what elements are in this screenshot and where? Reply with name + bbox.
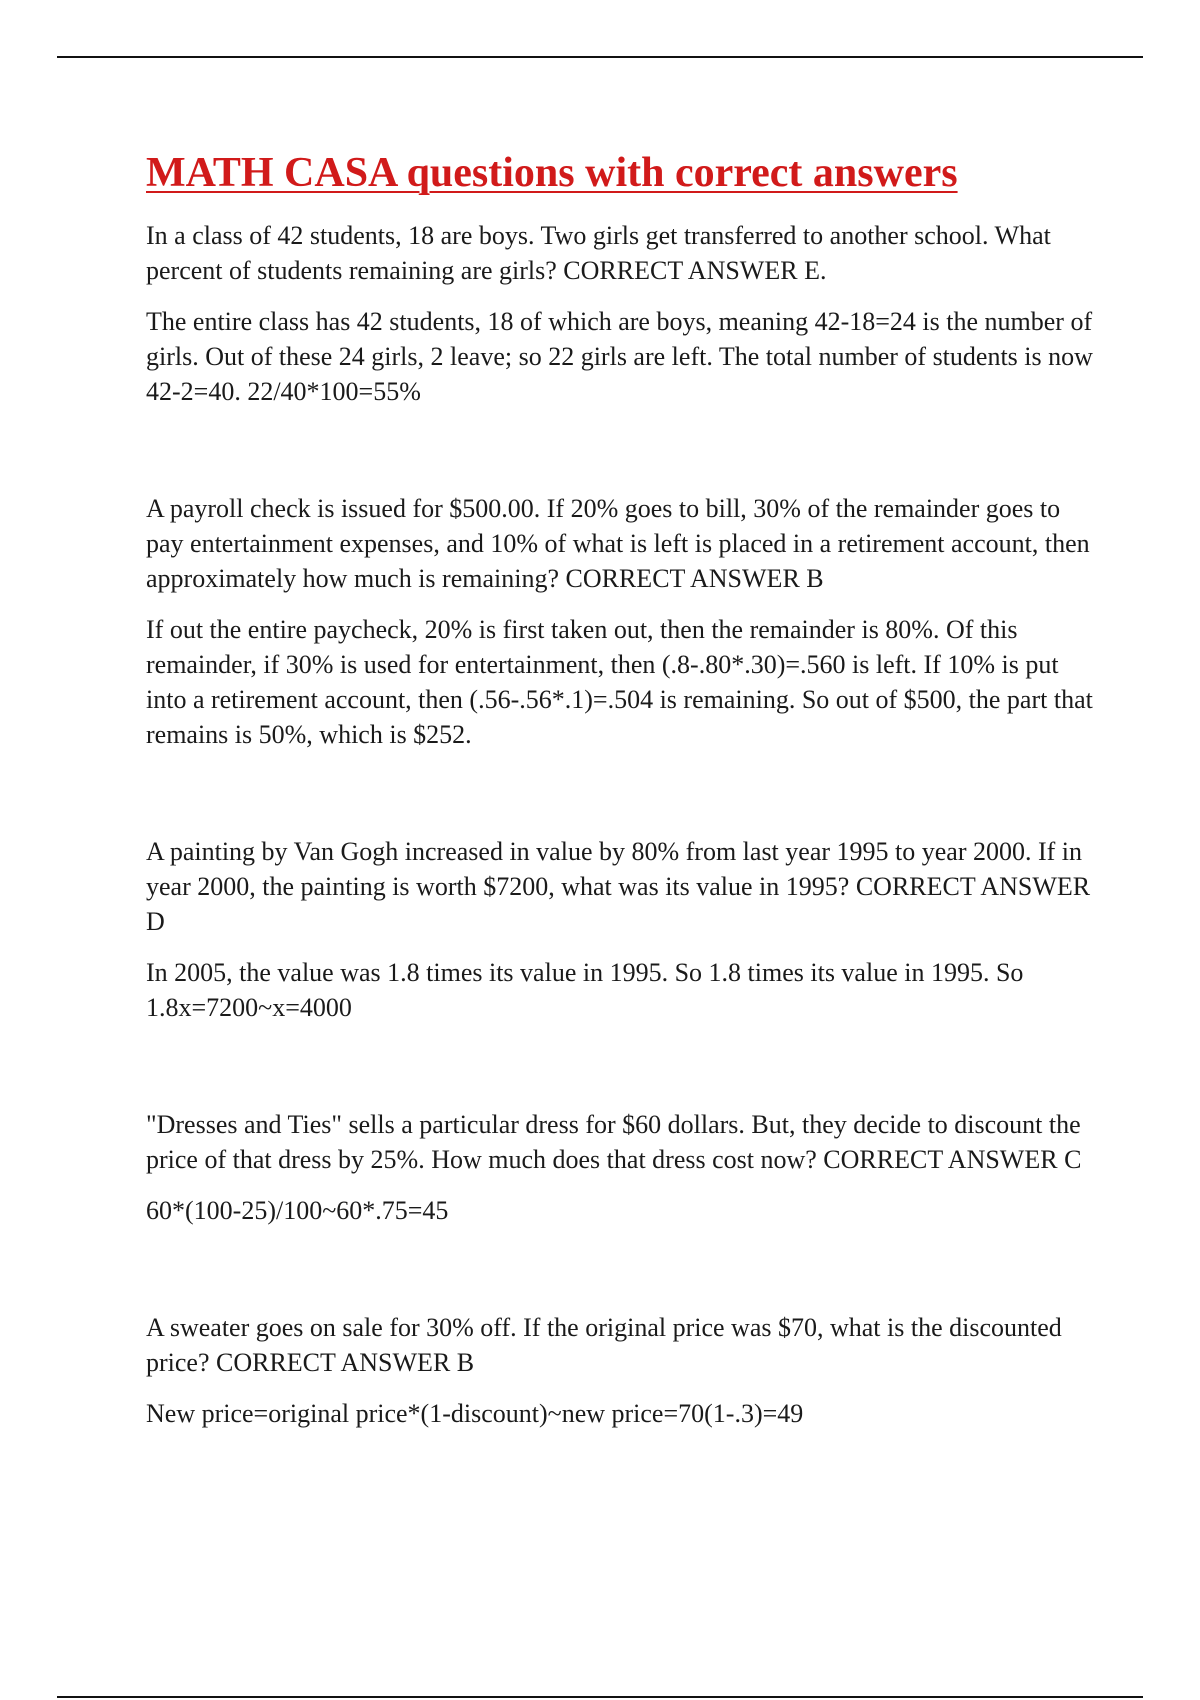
question-text: "Dresses and Ties" sells a particular dress for $60 dollars. But, they decide to discount the price of that dress by 25%. How much does that dress cost now? CORRECT ANSWER C (146, 1110, 1082, 1175)
header-rule (57, 56, 1143, 58)
answer-text: In 2005, the value was 1.8 times its value in 1995. So 1.8 times its value in 1995. So 1.8x=7200~x=4000 (146, 958, 1024, 1023)
answer-text: New price=original price*(1-discount)~new price=70(1-.3)=49 (146, 1399, 804, 1429)
qa-item-1 (146, 218, 1096, 409)
qa-item-5 (146, 1310, 1096, 1431)
qa-item-2 (146, 491, 1096, 752)
qa-item-3 (146, 834, 1096, 1025)
document-title: MATH CASA questions with correct answers (146, 150, 958, 196)
qa-item-4 (146, 1107, 1096, 1228)
answer-text: If out the entire paycheck, 20% is first taken out, then the remainder is 80%. Of this remainder, if 30% is used for entertainment, then (.8-.80*.30)=.560 is left. If 10% is put into a retirement account, then (.56-.56*.1)=.504 is remaining. So out of $500, the part that remains is 50%, which is $252. (146, 615, 1093, 750)
document-body (146, 148, 1096, 1431)
question-text: A painting by Van Gogh increased in value by 80% from last year 1995 to year 2000. If in year 2000, the painting is worth $7200, what was its value in 1995? CORRECT ANSWER D (146, 837, 1091, 937)
question-text: A sweater goes on sale for 30% off. If the original price was $70, what is the discounted price? CORRECT ANSWER B (146, 1313, 1062, 1378)
question-text: In a class of 42 students, 18 are boys. Two girls get transferred to another school. What percent of students remaining are girls? CORRECT ANSWER E. (146, 221, 1051, 286)
answer-text: The entire class has 42 students, 18 of which are boys, meaning 42-18=24 is the number of girls. Out of these 24 girls, 2 leave; so 22 girls are left. The total number of students is now 42-2=40. 22/40*100=55% (146, 307, 1093, 407)
footer-rule (57, 1696, 1143, 1698)
question-text: A payroll check is issued for $500.00. If 20% goes to bill, 30% of the remainder goes to pay entertainment expenses, and 10% of what is left is placed in a retirement account, then approximately how much is remaining? CORRECT ANSWER B (146, 494, 1090, 594)
answer-text: 60*(100-25)/100~60*.75=45 (146, 1196, 449, 1226)
